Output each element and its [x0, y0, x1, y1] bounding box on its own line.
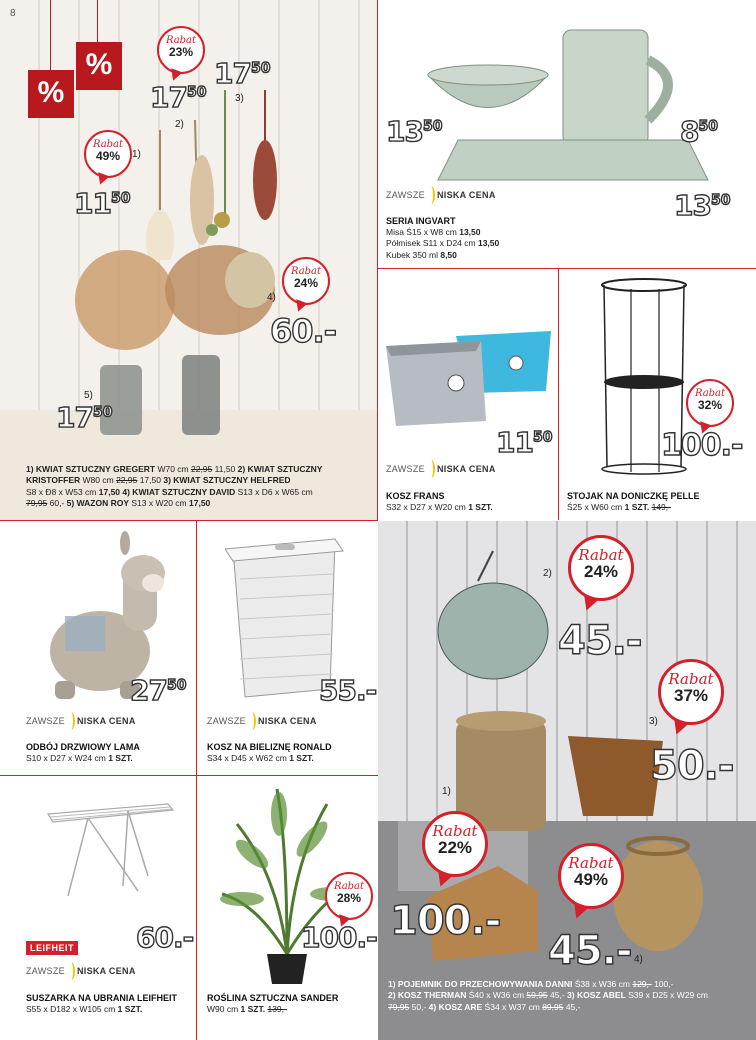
price: 100.- — [301, 921, 377, 954]
discount-badge: Rabat 37% — [658, 659, 724, 725]
baskets-panel — [378, 521, 756, 1040]
always-low-price-logo: ZAWSZE NISKA CENA — [26, 712, 136, 730]
leifheit-logo: LEIFHEIT — [26, 941, 78, 955]
discount-badge: Rabat 28% — [325, 872, 373, 920]
lama-panel — [0, 521, 196, 775]
pelle-panel — [559, 269, 756, 520]
product-spec: Misa Ś15 x W8 cm 13,50 Półmisek S11 x D24 cm 13,50 Kubek 350 ml 8,50 — [386, 227, 500, 260]
product-spec: S32 x D27 x W20 cm 1 SZT. — [386, 502, 493, 512]
price: 45.- — [548, 928, 632, 974]
product-spec: S55 x D182 x W105 cm 1 SZT. — [26, 1004, 143, 1014]
price: $13^{50}$ — [386, 115, 443, 148]
flowers-description: 1) KWIAT SZTUCZNY GREGERT W70 cm 22,95 11,50 2) KWIAT SZTUCZNY KRISTOFFER W80 cm 22,95 17,50 3) KWIAT SZTUCZNY HELFRED S8 x Ð8 x W53 cm 17,50 4) KWIAT SZTUCZNY DAVID S13 x D6 x W65 cm 79,95 60,- 5) WAZON ROY S13 x W20 cm 17,50 — [26, 464, 323, 509]
price: $8^{50}$ — [680, 115, 718, 148]
percent-tag: % — [28, 70, 74, 118]
always-low-price-logo: ZAWSZE NISKA CENA — [386, 186, 496, 204]
always-low-price-logo: ZAWSZE NISKA CENA — [207, 712, 317, 730]
item-number: 4) — [267, 292, 276, 303]
ingvart-tableware-image — [418, 20, 718, 195]
product-spec: W90 cm 1 SZT. 139,- — [207, 1004, 287, 1014]
item-number: 1) — [442, 786, 451, 797]
price: $13^{50}$ — [674, 189, 731, 222]
product-title: ROŚLINA SZTUCZNA SANDER — [207, 993, 339, 1003]
ingvart-panel — [378, 0, 756, 268]
product-title: SERIA INGVART — [386, 216, 456, 226]
suszarka-panel — [0, 776, 196, 1040]
discount-badge: Rabat 49% — [558, 843, 624, 909]
price: $17^{50}$ — [214, 57, 271, 90]
price: 60.- — [270, 312, 336, 350]
product-title: SUSZARKA NA UBRANIA LEIFHEIT — [26, 993, 177, 1003]
discount-badge: Rabat 32% — [686, 379, 734, 427]
item-number: 2) — [543, 568, 552, 579]
discount-badge: Rabat 49% — [84, 130, 132, 178]
item-number: 1) — [132, 149, 141, 160]
product-spec: S10 x D27 x W24 cm 1 SZT. — [26, 753, 133, 763]
item-number: 5) — [84, 390, 93, 401]
discount-badge: Rabat 22% — [422, 811, 488, 877]
ronald-panel — [197, 521, 378, 775]
page-number: 8 — [10, 8, 16, 19]
item-number: 4) — [634, 954, 643, 965]
price: $27^{50}$ — [130, 674, 187, 707]
clothes-dryer-image — [28, 796, 178, 906]
percent-tag: % — [76, 42, 122, 90]
product-spec: S34 x D45 x W62 cm 1 SZT. — [207, 753, 314, 763]
discount-badge: Rabat 24% — [568, 535, 634, 601]
product-title: KOSZ FRANS — [386, 491, 445, 501]
always-low-price-logo: ZAWSZE NISKA CENA — [386, 460, 496, 478]
product-title: KOSZ NA BIELIZNĘ RONALD — [207, 742, 332, 752]
discount-badge: Rabat 24% — [282, 257, 330, 305]
price: 55.- — [319, 674, 377, 707]
price: $17^{50}$ — [56, 401, 113, 434]
storage-boxes-image — [386, 331, 551, 431]
item-number: 3) — [649, 716, 658, 727]
price: 50.- — [650, 743, 734, 789]
product-spec: Ś25 x W60 cm 1 SZT. 149,- — [567, 502, 671, 512]
product-title: STOJAK NA DONICZKĘ PELLE — [567, 491, 700, 501]
price: 100.- — [661, 428, 743, 463]
sander-panel — [197, 776, 378, 1040]
item-number: 2) — [175, 119, 184, 130]
flowers-panel — [0, 0, 377, 520]
baskets-description: 1) POJEMNIK DO PRZECHOWYWANIA DANNI Ś38 x W36 cm 129,- 100,- 2) KOSZ THERMAN Ś40 x W36 cm 59,95 45,- 3) KOSZ ABEL S39 x D25 x W29 cm 79,95 50,- 4) KOSZ ARE Ś34 x W37 cm 89,95 45,- — [388, 979, 708, 1012]
price: 100.- — [390, 898, 501, 944]
price: $11^{50}$ — [496, 426, 553, 459]
price: $11^{50}$ — [74, 187, 131, 220]
price: 45.- — [558, 618, 642, 664]
price: 60.- — [136, 921, 194, 954]
discount-badge: Rabat 23% — [157, 26, 205, 74]
always-low-price-logo: ZAWSZE NISKA CENA — [26, 962, 136, 980]
hanging-flowers-image — [130, 90, 290, 260]
product-title: ODBÓJ DRZWIOWY LAMA — [26, 742, 140, 752]
item-number: 3) — [235, 93, 244, 104]
price: $17^{50}$ — [150, 81, 207, 114]
frans-panel — [378, 269, 558, 520]
